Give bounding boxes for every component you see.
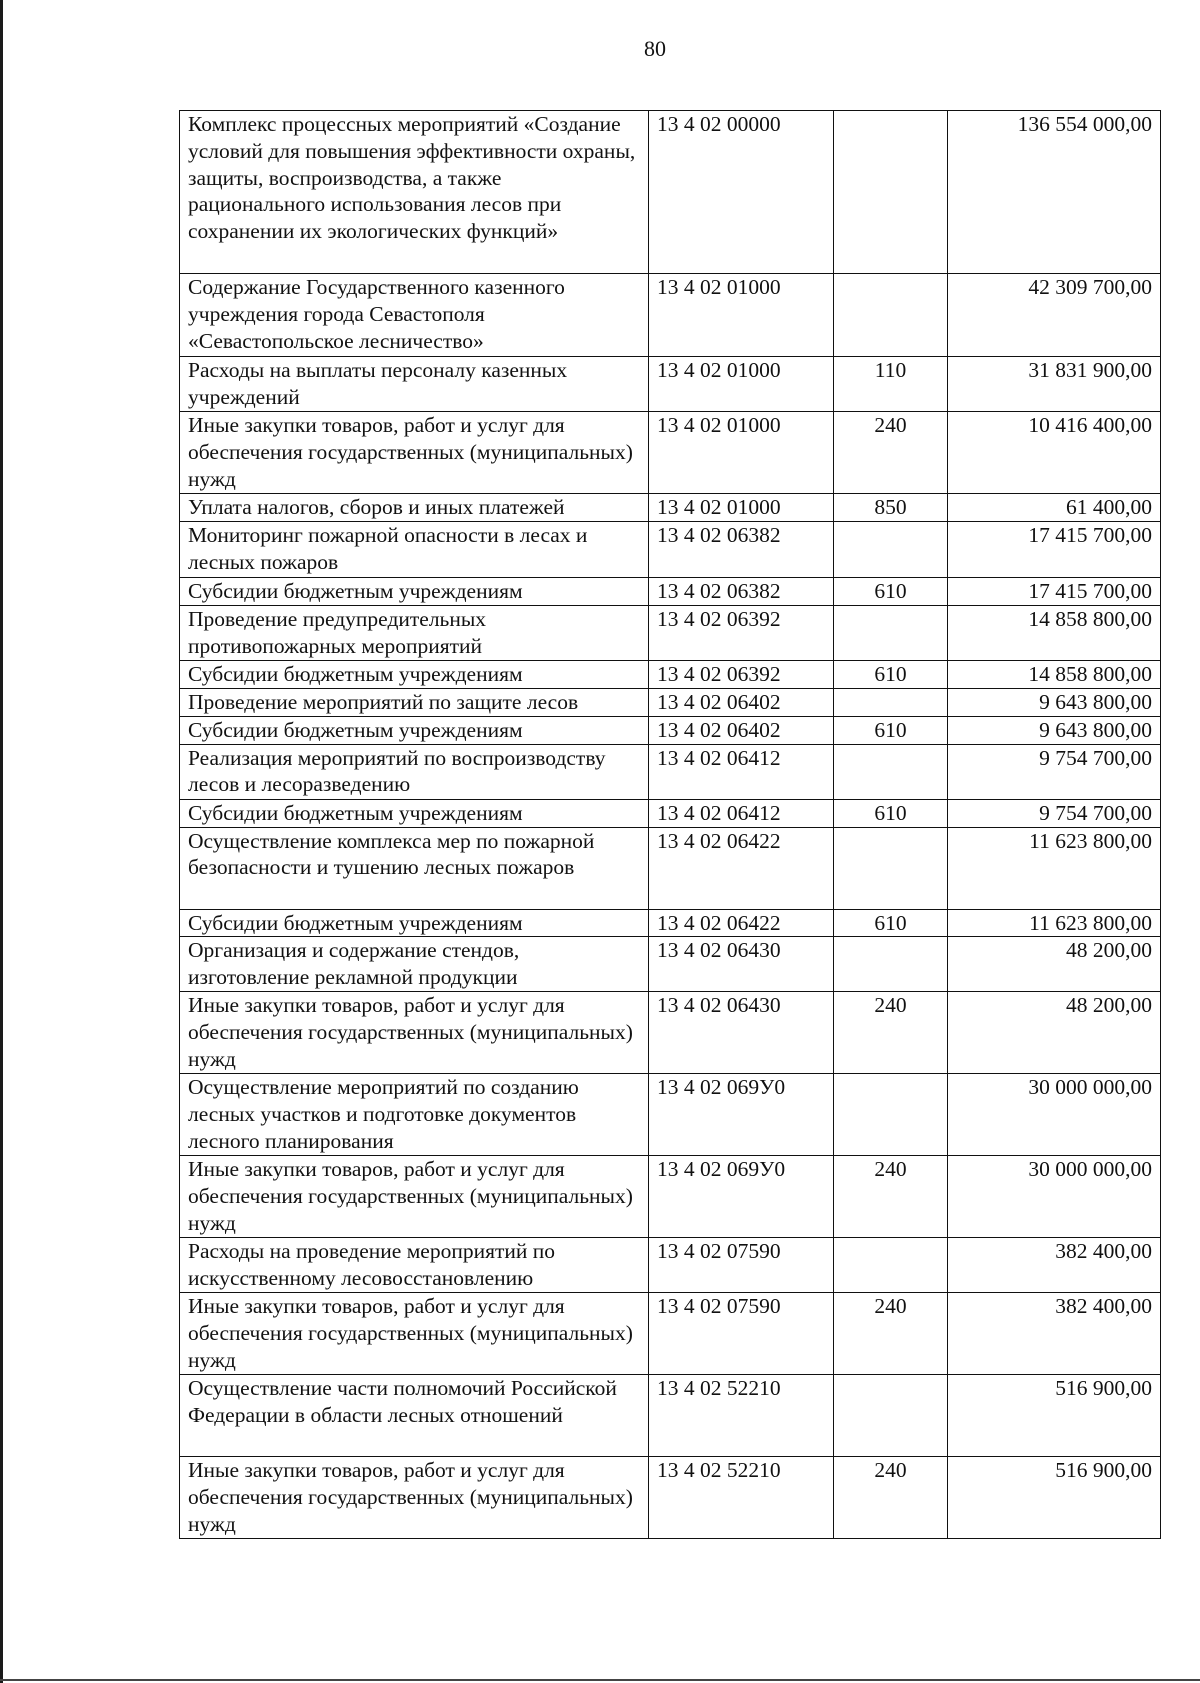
row-amount-cell: 9 754 700,00 (948, 744, 1161, 799)
row-name-cell: Осуществление мероприятий по созданию лесных участков и подготовке документов лесного планирования (180, 1074, 649, 1156)
table-row (180, 660, 1161, 688)
row-amount-cell: 136 554 000,00 (948, 111, 1161, 274)
row-amount-cell: 42 309 700,00 (948, 274, 1161, 357)
scan-border-left (0, 0, 3, 1683)
row-amount-cell: 30 000 000,00 (948, 1156, 1161, 1238)
row-name-cell: Осуществление части полномочий Российской Федерации в области лесных отношений (180, 1375, 649, 1457)
row-amount-cell: 9 643 800,00 (948, 716, 1161, 744)
row-name-cell: Организация и содержание стендов, изготовление рекламной продукции (180, 937, 649, 992)
row-name-cell: Комплекс процессных мероприятий «Создание условий для повышения эффективности охраны, защиты, воспроизводства, а также рационального использования лесов при сохранении их экологических функций» (180, 111, 649, 274)
row-amount-cell: 14 858 800,00 (948, 660, 1161, 688)
row-expense-type-cell: 610 (834, 577, 948, 605)
row-code-cell: 13 4 02 06412 (649, 799, 834, 827)
row-code-cell: 13 4 02 01000 (649, 412, 834, 494)
row-amount-cell: 11 623 800,00 (948, 827, 1161, 909)
scan-border-bottom (0, 1679, 1200, 1681)
row-name-cell: Иные закупки товаров, работ и услуг для обеспечения государственных (муниципальных) нужд (180, 992, 649, 1074)
row-code-cell: 13 4 02 06382 (649, 521, 834, 577)
table-row (180, 111, 1161, 274)
row-name-cell: Иные закупки товаров, работ и услуг для обеспечения государственных (муниципальных) нужд (180, 1156, 649, 1238)
row-expense-type-cell: 110 (834, 357, 948, 412)
row-expense-type-cell (834, 521, 948, 577)
row-amount-cell: 11 623 800,00 (948, 909, 1161, 937)
row-code-cell: 13 4 02 06402 (649, 716, 834, 744)
row-name-cell: Мониторинг пожарной опасности в лесах и лесных пожаров (180, 521, 649, 577)
row-name-cell: Расходы на выплаты персоналу казенных учреждений (180, 357, 649, 412)
row-amount-cell: 14 858 800,00 (948, 605, 1161, 660)
row-code-cell: 13 4 02 06422 (649, 827, 834, 909)
table-row (180, 494, 1161, 522)
row-expense-type-cell (834, 1238, 948, 1293)
row-amount-cell: 48 200,00 (948, 937, 1161, 992)
row-name-cell: Субсидии бюджетным учреждениям (180, 660, 649, 688)
table-row (180, 827, 1161, 909)
table-row (180, 937, 1161, 992)
row-expense-type-cell (834, 1375, 948, 1457)
row-amount-cell: 61 400,00 (948, 494, 1161, 522)
row-expense-type-cell: 610 (834, 909, 948, 937)
row-expense-type-cell (834, 688, 948, 716)
table-row (180, 1375, 1161, 1457)
row-name-cell: Проведение мероприятий по защите лесов (180, 688, 649, 716)
row-code-cell: 13 4 02 06412 (649, 744, 834, 799)
row-expense-type-cell (834, 1074, 948, 1156)
row-name-cell: Уплата налогов, сборов и иных платежей (180, 494, 649, 522)
budget-table (179, 110, 1161, 1539)
row-code-cell: 13 4 02 069У0 (649, 1156, 834, 1238)
row-expense-type-cell: 240 (834, 1156, 948, 1238)
row-expense-type-cell (834, 605, 948, 660)
row-code-cell: 13 4 02 52210 (649, 1375, 834, 1457)
row-code-cell: 13 4 02 06430 (649, 937, 834, 992)
row-code-cell: 13 4 02 52210 (649, 1457, 834, 1539)
row-name-cell: Осуществление комплекса мер по пожарной безопасности и тушению лесных пожаров (180, 827, 649, 909)
row-amount-cell: 17 415 700,00 (948, 521, 1161, 577)
table-row (180, 1457, 1161, 1539)
row-code-cell: 13 4 02 069У0 (649, 1074, 834, 1156)
row-expense-type-cell (834, 827, 948, 909)
row-amount-cell: 30 000 000,00 (948, 1074, 1161, 1156)
table-row (180, 909, 1161, 937)
row-name-cell: Иные закупки товаров, работ и услуг для обеспечения государственных (муниципальных) нужд (180, 1457, 649, 1539)
row-name-cell: Субсидии бюджетным учреждениям (180, 909, 649, 937)
row-expense-type-cell: 610 (834, 660, 948, 688)
row-expense-type-cell: 850 (834, 494, 948, 522)
table-row (180, 1238, 1161, 1293)
row-expense-type-cell (834, 274, 948, 357)
table-row (180, 992, 1161, 1074)
table-row (180, 1156, 1161, 1238)
row-expense-type-cell (834, 744, 948, 799)
row-expense-type-cell: 240 (834, 1457, 948, 1539)
row-name-cell: Расходы на проведение мероприятий по искусственному лесовосстановлению (180, 1238, 649, 1293)
row-expense-type-cell: 240 (834, 1293, 948, 1375)
table-row (180, 1293, 1161, 1375)
row-name-cell: Субсидии бюджетным учреждениям (180, 577, 649, 605)
row-code-cell: 13 4 02 06392 (649, 660, 834, 688)
row-code-cell: 13 4 02 06402 (649, 688, 834, 716)
row-name-cell: Субсидии бюджетным учреждениям (180, 716, 649, 744)
row-expense-type-cell: 610 (834, 799, 948, 827)
row-amount-cell: 516 900,00 (948, 1457, 1161, 1539)
table-row (180, 521, 1161, 577)
row-amount-cell: 9 754 700,00 (948, 799, 1161, 827)
row-code-cell: 13 4 02 06392 (649, 605, 834, 660)
row-amount-cell: 17 415 700,00 (948, 577, 1161, 605)
row-name-cell: Субсидии бюджетным учреждениям (180, 799, 649, 827)
row-code-cell: 13 4 02 07590 (649, 1238, 834, 1293)
table-row (180, 577, 1161, 605)
row-expense-type-cell (834, 111, 948, 274)
row-expense-type-cell: 240 (834, 412, 948, 494)
row-amount-cell: 48 200,00 (948, 992, 1161, 1074)
row-name-cell: Иные закупки товаров, работ и услуг для обеспечения государственных (муниципальных) нужд (180, 412, 649, 494)
table-row (180, 274, 1161, 357)
row-name-cell: Проведение предупредительных противопожарных мероприятий (180, 605, 649, 660)
budget-table-body (180, 111, 1161, 1539)
row-code-cell: 13 4 02 00000 (649, 111, 834, 274)
row-name-cell: Реализация мероприятий по воспроизводству лесов и лесоразведению (180, 744, 649, 799)
page-number: 80 (644, 36, 666, 61)
row-code-cell: 13 4 02 01000 (649, 274, 834, 357)
table-row (180, 1074, 1161, 1156)
table-row (180, 412, 1161, 494)
row-name-cell: Иные закупки товаров, работ и услуг для обеспечения государственных (муниципальных) нужд (180, 1293, 649, 1375)
row-amount-cell: 516 900,00 (948, 1375, 1161, 1457)
row-code-cell: 13 4 02 06422 (649, 909, 834, 937)
row-name-cell: Содержание Государственного казенного учреждения города Севастополя «Севастопольское лесничество» (180, 274, 649, 357)
table-row (180, 799, 1161, 827)
row-expense-type-cell: 610 (834, 716, 948, 744)
row-expense-type-cell (834, 937, 948, 992)
row-code-cell: 13 4 02 01000 (649, 494, 834, 522)
row-amount-cell: 382 400,00 (948, 1238, 1161, 1293)
table-row (180, 688, 1161, 716)
row-expense-type-cell: 240 (834, 992, 948, 1074)
table-row (180, 716, 1161, 744)
row-amount-cell: 382 400,00 (948, 1293, 1161, 1375)
row-code-cell: 13 4 02 06430 (649, 992, 834, 1074)
row-amount-cell: 31 831 900,00 (948, 357, 1161, 412)
row-amount-cell: 10 416 400,00 (948, 412, 1161, 494)
row-amount-cell: 9 643 800,00 (948, 688, 1161, 716)
table-row (180, 357, 1161, 412)
row-code-cell: 13 4 02 01000 (649, 357, 834, 412)
table-row (180, 744, 1161, 799)
table-row (180, 605, 1161, 660)
row-code-cell: 13 4 02 06382 (649, 577, 834, 605)
row-code-cell: 13 4 02 07590 (649, 1293, 834, 1375)
